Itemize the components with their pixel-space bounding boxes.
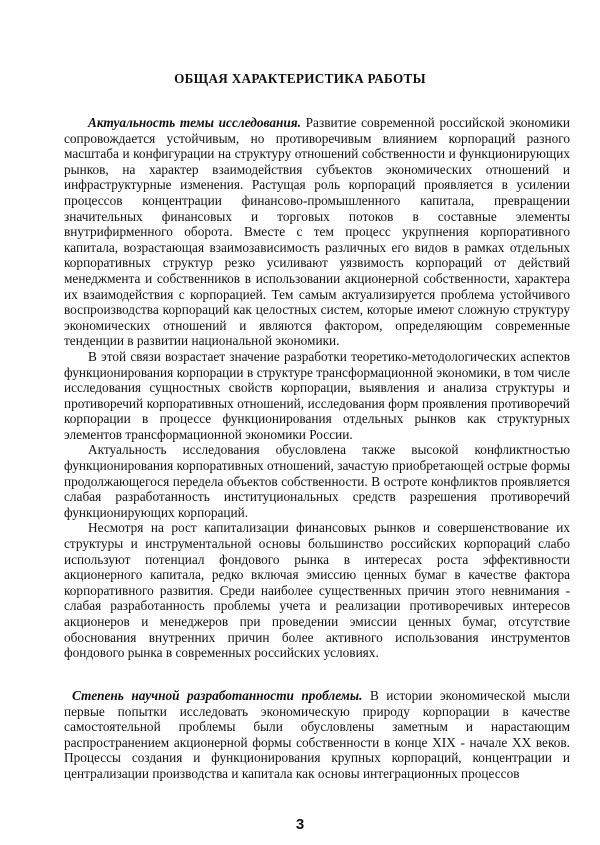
section-relevance (64, 115, 570, 661)
paragraph-text: В истории экономической мысли первые попытки исследовать экономическую природу корпорации в качестве самостоятельной проблемы были обусловлены заметным и нарастающим распространением акционерной формы собственности в конце XIX - начале XX веков. Процессы создания и функционирования крупных корпораций, концентрации и централизации производства и капитала как основы интеграционных процессов (64, 688, 570, 781)
section-degree-of-development (64, 688, 570, 782)
paragraph-development-1 (64, 688, 570, 782)
development-lead: Степень научной разработанности проблемы. (72, 688, 363, 703)
paragraph-relevance-3: Актуальность исследования обусловлена также высокой конфликтностью функционирования корпоративных отношений, зачастую приобретающей острые формы продолжающегося передела объектов собственности. В остроте конфликтов проявляется слабая разработанность институциональных средств разрешения противоречий функционирующих корпораций. (64, 442, 570, 520)
paragraph-relevance-2: В этой связи возрастает значение разработки теоретико-методологических аспектов функционирования корпорации в структуре трансформационной экономики, в том числе исследования сущностных свойств корпорации, выявления и анализа структуры и противоречий корпоративных отношений, исследования форм проявления противоречий корпорации в процессе функционирования отдельных рынков как структурных элементов трансформационной экономики России. (64, 348, 570, 442)
paragraph-relevance-4: Несмотря на рост капитализации финансовых рынков и совершенствование их структуры и инструментальной основы большинство российских корпораций слабо используют потенциал фондового рынка в интересах роста эффективности акционерного капитала, редко включая эмиссию ценных бумаг в качестве фактора корпоративного развития. Среди наиболее существенных причин этого невнимания - слабая разработанность проблемы учета и реализации противоречивых интересов акционеров и менеджеров при проведении эмиссии ценных бумаг, отсутствие обоснования внутренних причин более активного использования инструментов фондового рынка в современных российских условиях. (64, 520, 570, 661)
paragraph-text: Развитие современной российской экономики сопровождается устойчивым, но противоречивым влиянием корпораций разного масштаба и конфигурации на структуру отношений собственности и функционирующих рынков, на характер взаимодействия субъектов экономических отношений и инфраструктурные изменения. Растущая роль корпораций проявляется в усилении процессов концентрации финансово-промышленного капитала, превращении значительных финансовых и торговых потоков в составные элементы внутрифирменного оборота. Вместе с тем процесс укрупнения корпоративного капитала, возрастающая взаимозависимость различных его видов в рамках отдельных корпоративных структур резко усиливают уязвимость корпораций от действий менеджмента и собственников в использовании акционерной собственности, характера их взаимодействия с корпорацией. Тем самым актуализируется проблема устойчивого воспроизводства корпораций как целостных систем, которые имеют сложную структуру экономических отношений и являются фактором, определяющим современные тенденции в развитии национальной экономики. (64, 115, 571, 349)
relevance-lead: Актуальность темы исследования. (88, 115, 301, 130)
paragraph-relevance-1 (64, 115, 570, 349)
page-number: 3 (295, 816, 305, 833)
page-title: ОБЩАЯ ХАРАКТЕРИСТИКА РАБОТЫ (174, 71, 426, 86)
